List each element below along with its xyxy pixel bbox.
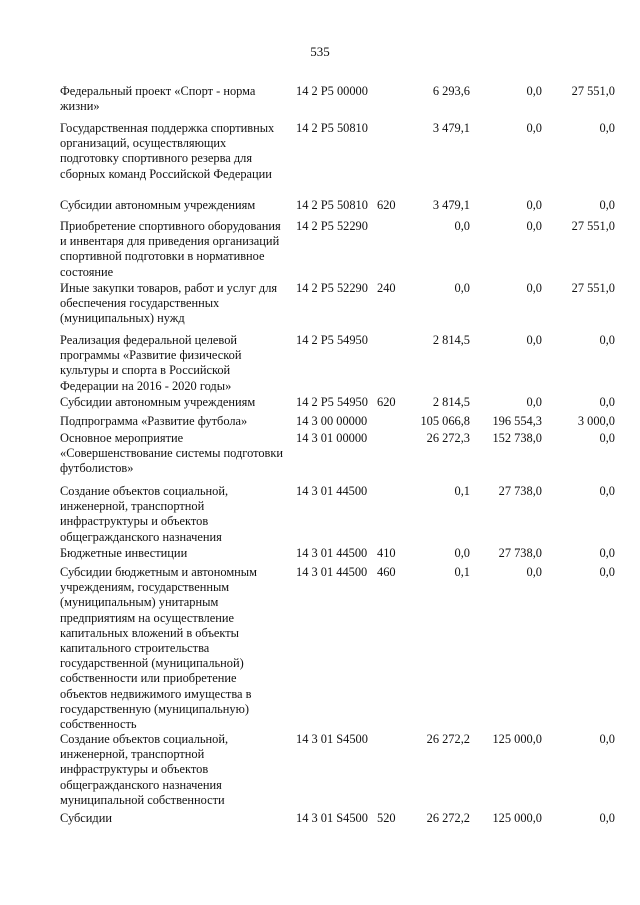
row-value-2: 125 000,0	[492, 811, 542, 825]
row-code: 14 3 01 S4500	[296, 811, 368, 825]
row-value-3: 0,0	[599, 121, 615, 135]
row-code: 14 3 01 44500	[296, 565, 368, 579]
row-value-1: 0,0	[454, 281, 470, 295]
row-value-2: 0,0	[526, 281, 542, 295]
row-code: 14 3 00 00000	[296, 414, 368, 428]
row-name: Государственная поддержка спортивных организаций, осуществляющих подготовку спортивного резерва для сборных команд Российской Федерации	[60, 121, 275, 181]
row-expense-type: 520	[377, 811, 396, 825]
row-code: 14 3 01 44500	[296, 484, 368, 498]
row-value-3: 0,0	[599, 565, 615, 579]
table-row	[0, 281, 640, 333]
row-value-3: 0,0	[599, 811, 615, 825]
table-row	[0, 198, 640, 219]
row-code: 14 2 P5 54950	[296, 333, 368, 347]
row-code: 14 2 P5 50810	[296, 121, 368, 135]
row-value-2: 196 554,3	[492, 414, 542, 428]
row-value-1: 6 293,6	[432, 84, 470, 98]
row-code: 14 2 P5 00000	[296, 84, 368, 98]
row-expense-type: 240	[377, 281, 396, 295]
row-value-1: 2 814,5	[432, 333, 470, 347]
row-code: 14 2 P5 52290	[296, 281, 368, 295]
budget-table	[0, 84, 640, 831]
row-name: Создание объектов социальной, инженерной, транспортной инфраструктуры и объектов общегражданского назначения	[60, 484, 229, 544]
row-value-1: 26 272,2	[426, 732, 470, 746]
row-value-2: 27 738,0	[498, 546, 542, 560]
row-value-2: 0,0	[526, 121, 542, 135]
table-row	[0, 811, 640, 831]
row-name: Субсидии автономным учреждениям	[60, 198, 256, 212]
table-row	[0, 565, 640, 732]
row-expense-type: 620	[377, 198, 396, 212]
row-value-3: 3 000,0	[577, 414, 615, 428]
row-name: Подпрограмма «Развитие футбола»	[60, 414, 248, 428]
row-value-2: 27 738,0	[498, 484, 542, 498]
row-value-3: 0,0	[599, 546, 615, 560]
row-value-3: 27 551,0	[571, 84, 615, 98]
row-name: Создание объектов социальной, инженерной, транспортной инфраструктуры и объектов общегражданского назначения муниципальной собственности	[60, 732, 229, 807]
row-value-2: 0,0	[526, 198, 542, 212]
row-value-1: 105 066,8	[420, 414, 470, 428]
row-value-1: 3 479,1	[432, 198, 470, 212]
row-value-1: 0,1	[454, 484, 470, 498]
row-code: 14 3 01 44500	[296, 546, 368, 560]
row-value-3: 27 551,0	[571, 281, 615, 295]
table-row	[0, 219, 640, 281]
row-value-2: 0,0	[526, 395, 542, 409]
row-name: Бюджетные инвестиции	[60, 546, 188, 560]
row-value-1: 26 272,2	[426, 811, 470, 825]
row-value-1: 3 479,1	[432, 121, 470, 135]
page-number: 535	[310, 44, 330, 59]
row-value-3: 0,0	[599, 395, 615, 409]
row-value-2: 0,0	[526, 333, 542, 347]
row-expense-type: 620	[377, 395, 396, 409]
table-row	[0, 333, 640, 395]
row-value-3: 0,0	[599, 484, 615, 498]
table-row	[0, 84, 640, 121]
row-value-1: 0,0	[454, 546, 470, 560]
row-value-3: 0,0	[599, 333, 615, 347]
row-value-2: 125 000,0	[492, 732, 542, 746]
row-code: 14 3 01 S4500	[296, 732, 368, 746]
table-row	[0, 121, 640, 198]
table-row	[0, 431, 640, 484]
row-value-3: 0,0	[599, 732, 615, 746]
row-name: Субсидии бюджетным и автономным учреждениям, государственным (муниципальным) унитарным предприятиям на осуществление капитальных вложений в объекты капитального строительства государственной (муниципальной) собственности или приобретение объектов недвижимого имущества в государственную (муниципальную) собственность	[60, 565, 257, 732]
row-name: Иные закупки товаров, работ и услуг для обеспечения государственных (муниципальных) нужд	[60, 281, 278, 326]
row-value-3: 27 551,0	[571, 219, 615, 233]
table-row	[0, 546, 640, 565]
row-value-2: 152 738,0	[492, 431, 542, 445]
row-name: Федеральный проект «Спорт - норма жизни»	[60, 84, 256, 114]
row-name: Субсидии автономным учреждениям	[60, 395, 256, 409]
row-code: 14 2 P5 50810	[296, 198, 368, 212]
table-row	[0, 414, 640, 431]
row-name: Реализация федеральной целевой программы «Развитие физической культуры и спорта в Российской Федерации на 2016 - 2020 годы»	[60, 333, 242, 393]
row-value-2: 0,0	[526, 565, 542, 579]
table-row	[0, 732, 640, 811]
table-row	[0, 395, 640, 414]
row-value-2: 0,0	[526, 219, 542, 233]
row-value-3: 0,0	[599, 198, 615, 212]
row-value-2: 0,0	[526, 84, 542, 98]
row-code: 14 2 P5 54950	[296, 395, 368, 409]
table-row	[0, 484, 640, 546]
row-name: Основное мероприятие «Совершенствование системы подготовки футболистов»	[60, 431, 284, 476]
row-expense-type: 410	[377, 546, 396, 560]
row-value-1: 2 814,5	[432, 395, 470, 409]
row-name: Приобретение спортивного оборудования и инвентаря для приведения организаций спортивной подготовки в нормативное состояние	[60, 219, 281, 279]
row-value-1: 26 272,3	[426, 431, 470, 445]
row-code: 14 3 01 00000	[296, 431, 368, 445]
row-name: Субсидии	[60, 811, 112, 825]
row-value-1: 0,0	[454, 219, 470, 233]
row-value-3: 0,0	[599, 431, 615, 445]
row-code: 14 2 P5 52290	[296, 219, 368, 233]
row-value-1: 0,1	[454, 565, 470, 579]
row-expense-type: 460	[377, 565, 396, 579]
